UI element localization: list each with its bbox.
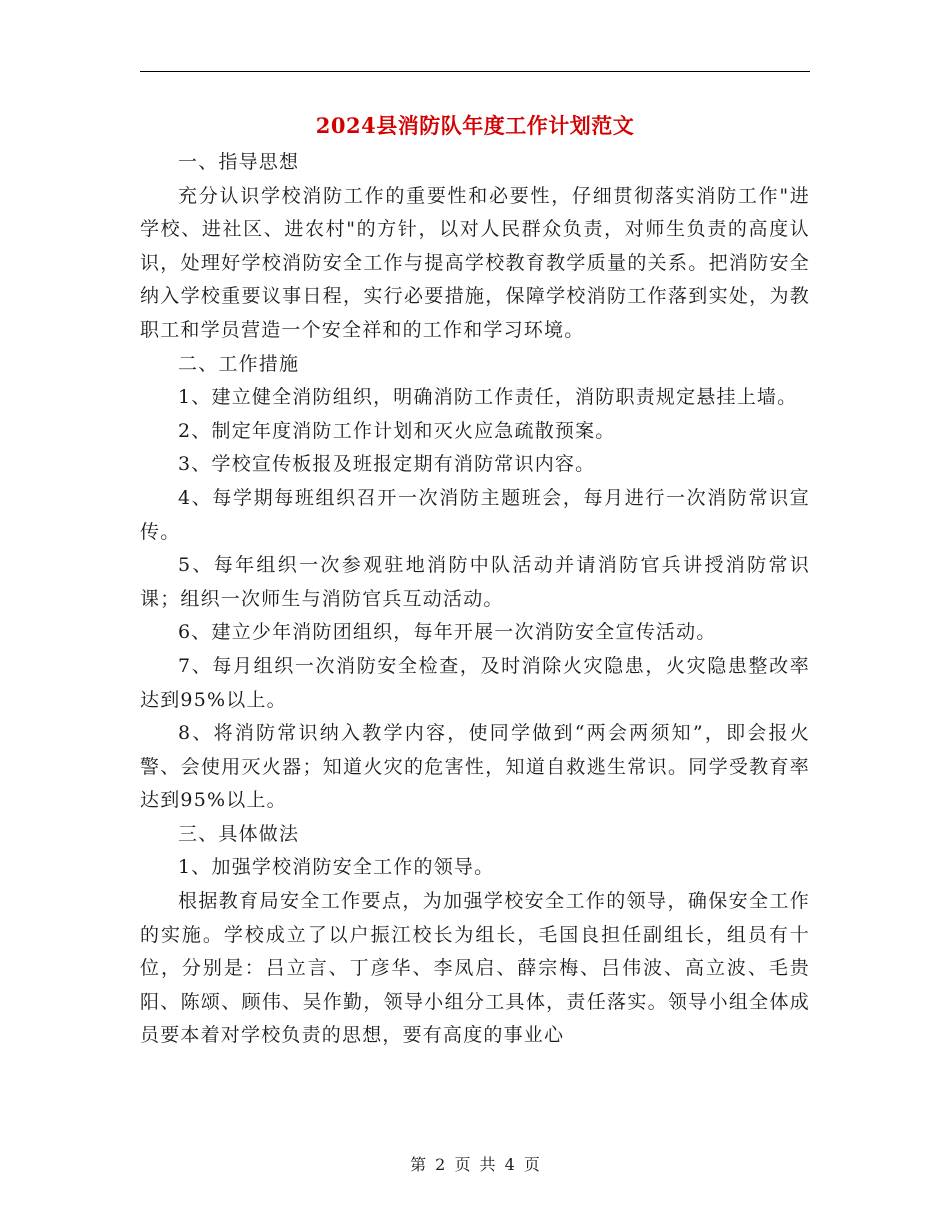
measure-item-3: 3、学校宣传板报及班报定期有消防常识内容。 [178,453,596,476]
page-footer: 第 2 页 共 4 页 [410,1155,540,1174]
measure-item-5: 5、每年组织一次参观驻地消防中队活动并请消防官兵讲授消防常识课；组织一次师生与消防官兵互动活动。 [140,554,810,610]
measure-item-4: 4、每学期每班组织召开一次消防主题班会，每月进行一次消防常识宣传。 [140,486,810,543]
measure-item-7: 7、每月组织一次消防安全检查，及时消除火灾隐患，火灾隐患整改率达到95%以上。 [140,654,810,711]
paragraph-guiding-thought: 充分认识学校消防工作的重要性和必要性，仔细贯彻落实消防工作"进学校、进社区、进农村"的方针，以对人民群众负责，对师生负责的高度认识，处理好学校消防安全工作与提高学校教育教学质量的关系。把消防安全纳入学校重要议事日程，实行必要措施，保障学校消防工作落到实处，为教职工和学员营造一个安全祥和的工作和学习环境。 [140,184,810,341]
section-heading-guiding-thought: 一、指导思想 [178,151,300,173]
section-heading-work-measures: 二、工作措施 [178,352,300,375]
header-rule [140,71,810,72]
document-body [140,146,810,1053]
paragraph-leadership: 根据教育局安全工作要点，为加强学校安全工作的领导，确保安全工作的实施。学校成立了以户振江校长为组长，毛国良担任副组长，组员有十位，分别是：吕立言、丁彦华、李凤启、薛宗梅、吕伟波、高立波、毛贵阳、陈颂、顾伟、吴作勤，领导小组分工具体，责任落实。领导小组全体成员要本着对学校负责的思想，要有高度的事业心 [140,890,810,1047]
measure-item-2: 2、制定年度消防工作计划和灭火应急疏散预案。 [178,419,616,442]
section-heading-specific-methods: 三、具体做法 [178,822,300,845]
measure-item-6: 6、建立少年消防团组织，每年开展一次消防安全宣传活动。 [178,621,717,644]
method-item-1: 1、加强学校消防安全工作的领导。 [178,856,495,879]
document-title: 2024县消防队年度工作计划范文 [315,113,635,138]
measure-item-8: 8、将消防常识纳入教学内容，使同学做到“两会两须知”，即会报火警、会使用灭火器；知道火灾的危害性，知道自救逃生常识。同学受教育率达到95%以上。 [140,722,810,812]
measure-item-1: 1、建立健全消防组织，明确消防工作责任，消防职责规定悬挂上墙。 [178,386,798,409]
